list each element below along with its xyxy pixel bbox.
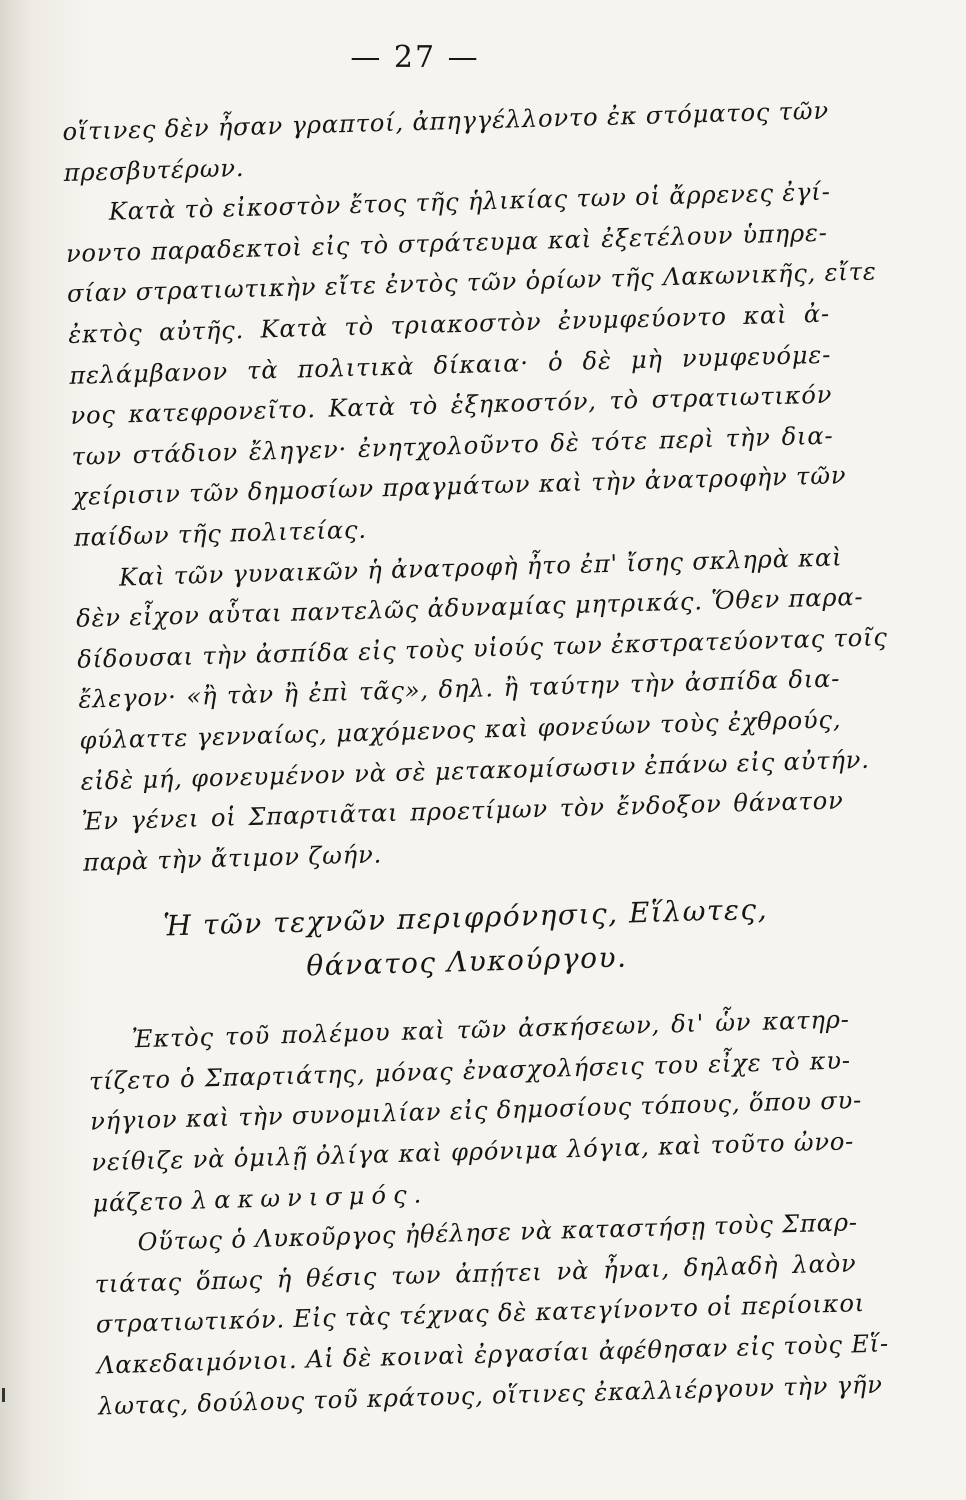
text-line: οἵτινες δὲν ἦσαν γραπτοί, ἀπηγγέλλοντο ἐκ στόματος τῶν — [62, 96, 830, 146]
text-line: Καὶ τῶν γυναικῶν ἡ ἀνατροφὴ ἦτο ἐπ' ἴσης σκληρὰ καὶ — [118, 542, 843, 592]
text-line: των στάδιον ἔληγεν· ἐνητχολοῦντο δὲ τότε περὶ τὴν δια- — [71, 421, 834, 471]
text-line: Κατὰ τὸ εἰκοστὸν ἔτος τῆς ἡλικίας των οἱ ἄρρενες ἐγί- — [108, 177, 831, 226]
section-heading-line-2: θάνατος Λυκούργου. — [305, 940, 628, 983]
text-line: Οὕτως ὁ Λυκοῦργος ἠθέλησε νὰ καταστήσῃ τοὺς Σπαρ- — [137, 1208, 859, 1257]
text-line: Ἐν γένει οἱ Σπαρτιᾶται προετίμων τὸν ἔνδοξον θάνατον — [81, 786, 844, 836]
spaced-term: λακωνισμός. — [191, 1179, 429, 1215]
text-line: Λακεδαιμόνιοι. Αἱ δὲ κοιναὶ ἐργασίαι ἀφέθησαν εἰς τοὺς Εἵ- — [96, 1329, 890, 1380]
text-line: ἐκτὸς αὐτῆς. Κατὰ τὸ τριακοστὸν ἐνυμφεύοντο καὶ ἀ- — [67, 299, 831, 349]
text-line: δὲν εἶχον αὗται παντελῶς ἀδυναμίας μητρικάς. Ὅθεν παρα- — [75, 582, 864, 633]
text-line: τιάτας ὅπως ἡ θέσις των ἀπῄτει νὰ ἦναι, δηλαδὴ λαὸν — [94, 1249, 857, 1299]
text-line: πελάμβανον τὰ πολιτικὰ δίκαια· ὁ δὲ μὴ νυμφευόμε- — [68, 340, 832, 390]
text-line: δίδουσαι τὴν ἀσπίδα εἰς τοὺς υἱούς των ἐκστρατεύοντας τοῖς — [76, 622, 889, 674]
text-span: μάζετο — [92, 1186, 193, 1218]
text-line: νος κατεφρονεῖτο. Κατὰ τὸ ἑξηκοστόν, τὸ στρατιωτικόν — [70, 380, 833, 431]
text-line: φύλαττε γενναίως, μαχόμενος καὶ φονεύων τοὺς ἐχθρούς, — [79, 705, 842, 755]
text-line: σίαν στρατιωτικὴν εἴτε ἐντὸς τῶν ὁρίων τῆς Λακωνικῆς, εἴτε — [66, 257, 877, 309]
text-line: νήγιον καὶ τὴν συνομιλίαν εἰς δημοσίους τόπους, ὅπου συ- — [89, 1086, 863, 1137]
text-line: Ἐκτὸς τοῦ πολέμου καὶ τῶν ἀσκήσεων, δι' ὧν κατηρ- — [131, 1005, 851, 1054]
text-line: νείθιζε νὰ ὁμιλῇ ὀλίγα καὶ φρόνιμα λόγια, καὶ τοῦτο ὠνο- — [90, 1127, 855, 1177]
text-line: ἔλεγον· «ἢ τὰν ἢ ἐπὶ τᾶς», δηλ. ἢ ταύτην τὴν ἀσπίδα δια- — [78, 664, 841, 715]
text-line: παρὰ τὴν ἄτιμον ζωήν. — [82, 840, 383, 877]
text-line: παίδων τῆς πολιτείας. — [73, 515, 368, 552]
page-number: — 27 — — [350, 40, 480, 75]
text-line: στρατιωτικόν. Εἰς τὰς τέχνας δὲ κατεγίνοντο οἱ περίοικοι — [95, 1289, 866, 1339]
text-line: τίζετο ὁ Σπαρτιάτης, μόνας ἐνασχολήσεις του εἶχε τὸ κυ- — [88, 1046, 852, 1096]
margin-ink-mark — [2, 1388, 5, 1402]
section-heading-line-1: Ἡ τῶν τεχνῶν περιφρόνησις, Εἵλωτες, — [162, 892, 769, 943]
text-line: πρεσβυτέρων. — [63, 153, 245, 187]
text-line: χείρισιν τῶν δημοσίων πραγμάτων καὶ τὴν ἀνατροφὴν τῶν — [72, 461, 847, 512]
text-line: νοντο παραδεκτοὶ εἰς τὸ στράτευμα καὶ ἐξετέλουν ὑπηρε- — [65, 218, 829, 268]
text-line: εἰδὲ μή, φονευμένον νὰ σὲ μετακομίσωσιν ἐπάνω εἰς αὐτήν. — [80, 745, 870, 796]
page-body — [62, 91, 890, 1427]
text-line: λωτας, δούλους τοῦ κράτους, οἵτινες ἐκαλλιέργουν τὴν γῆν — [97, 1370, 884, 1421]
